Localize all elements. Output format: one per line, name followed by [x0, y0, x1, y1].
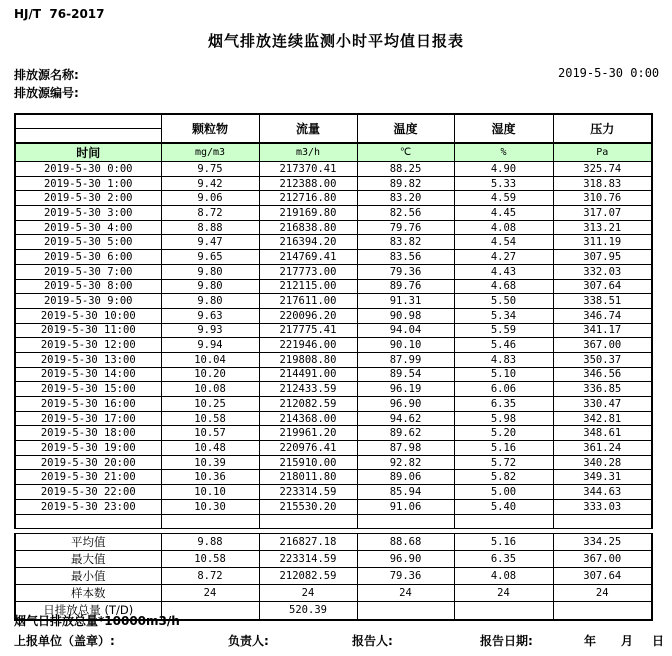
table-row: [15, 338, 652, 353]
value-cell: 341.17: [553, 323, 652, 338]
value-cell: 10.30: [161, 499, 259, 514]
value-cell: 219808.80: [259, 352, 357, 367]
value-cell: 5.10: [454, 367, 553, 382]
value-cell: 10.04: [161, 352, 259, 367]
value-cell: 367.00: [553, 338, 652, 353]
value-cell: 325.74: [553, 162, 652, 177]
value-cell: 5.82: [454, 470, 553, 485]
value-cell: 83.82: [357, 235, 454, 250]
summary-value-cell: 212082.59: [259, 567, 357, 584]
value-cell: 5.59: [454, 323, 553, 338]
value-cell: 215530.20: [259, 499, 357, 514]
value-cell: 212115.00: [259, 279, 357, 294]
value-cell: 350.37: [553, 352, 652, 367]
summary-row: [15, 550, 652, 567]
value-cell: 332.03: [553, 264, 652, 279]
header-row-1: [15, 114, 652, 129]
empty-cell: [259, 514, 357, 528]
value-cell: 311.19: [553, 235, 652, 250]
value-cell: 10.57: [161, 426, 259, 441]
value-cell: 4.45: [454, 206, 553, 221]
value-cell: 214491.00: [259, 367, 357, 382]
unit-row: [15, 143, 652, 162]
empty-cell: [15, 514, 161, 528]
day-label: 日: [652, 634, 665, 648]
value-cell: 342.81: [553, 411, 652, 426]
summary-value-cell: 24: [161, 584, 259, 601]
table-row: [15, 323, 652, 338]
table-row: [15, 397, 652, 412]
value-cell: 88.25: [357, 162, 454, 177]
value-cell: 5.34: [454, 308, 553, 323]
table-row: [15, 411, 652, 426]
value-cell: 6.06: [454, 382, 553, 397]
spacer-row: [15, 514, 652, 528]
value-cell: 346.56: [553, 367, 652, 382]
value-cell: 217370.41: [259, 162, 357, 177]
value-cell: 96.19: [357, 382, 454, 397]
value-cell: 8.88: [161, 220, 259, 235]
value-cell: 5.20: [454, 426, 553, 441]
value-cell: 217773.00: [259, 264, 357, 279]
value-cell: 9.80: [161, 279, 259, 294]
summary-label: 日排放总量 (T/D): [15, 601, 161, 620]
value-cell: 10.48: [161, 441, 259, 456]
value-cell: 221946.00: [259, 338, 357, 353]
value-cell: 346.74: [553, 308, 652, 323]
value-cell: 79.76: [357, 220, 454, 235]
value-cell: 9.94: [161, 338, 259, 353]
time-cell: 2019-5-30 13:00: [15, 352, 161, 367]
corner-cell-top: [15, 114, 161, 129]
column-header-particulate: 颗粒物: [161, 114, 259, 143]
value-cell: 8.72: [161, 206, 259, 221]
empty-cell: [454, 514, 553, 528]
time-cell: 2019-5-30 17:00: [15, 411, 161, 426]
time-cell: 2019-5-30 8:00: [15, 279, 161, 294]
value-cell: 79.36: [357, 264, 454, 279]
value-cell: 4.08: [454, 220, 553, 235]
value-cell: 212388.00: [259, 176, 357, 191]
value-cell: 317.07: [553, 206, 652, 221]
value-cell: 330.47: [553, 397, 652, 412]
column-header-humidity: 湿度: [454, 114, 553, 143]
value-cell: 215910.00: [259, 455, 357, 470]
value-cell: 217611.00: [259, 294, 357, 309]
value-cell: 4.27: [454, 250, 553, 265]
summary-value-cell: 334.25: [553, 533, 652, 550]
unit-flow: m3/h: [259, 143, 357, 162]
summary-label: 最小值: [15, 567, 161, 584]
table-row: [15, 499, 652, 514]
summary-value-cell: 5.16: [454, 533, 553, 550]
time-cell: 2019-5-30 0:00: [15, 162, 161, 177]
summary-value-cell: 79.36: [357, 567, 454, 584]
value-cell: 90.98: [357, 308, 454, 323]
summary-value-cell: 307.64: [553, 567, 652, 584]
time-cell: 2019-5-30 23:00: [15, 499, 161, 514]
value-cell: 5.72: [454, 455, 553, 470]
value-cell: 10.08: [161, 382, 259, 397]
value-cell: 318.83: [553, 176, 652, 191]
time-cell: 2019-5-30 2:00: [15, 191, 161, 206]
table-row: [15, 485, 652, 500]
empty-cell: [553, 514, 652, 528]
time-cell: 2019-5-30 11:00: [15, 323, 161, 338]
summary-value-cell: 24: [357, 584, 454, 601]
value-cell: 313.21: [553, 220, 652, 235]
summary-value-cell: 9.88: [161, 533, 259, 550]
table-row: [15, 294, 652, 309]
summary-value-cell: 4.08: [454, 567, 553, 584]
table-row: [15, 206, 652, 221]
time-header: 时间: [15, 143, 161, 162]
value-cell: 85.94: [357, 485, 454, 500]
summary-row: [15, 584, 652, 601]
table-row: [15, 426, 652, 441]
value-cell: 87.98: [357, 441, 454, 456]
table-row: [15, 250, 652, 265]
year-label: 年: [584, 634, 597, 648]
value-cell: 89.82: [357, 176, 454, 191]
time-cell: 2019-5-30 3:00: [15, 206, 161, 221]
value-cell: 5.00: [454, 485, 553, 500]
value-cell: 219961.20: [259, 426, 357, 441]
value-cell: 4.59: [454, 191, 553, 206]
report-datetime: 2019-5-30 0:00: [558, 66, 660, 80]
main-table: [14, 113, 653, 529]
summary-value-cell: [553, 601, 652, 620]
time-cell: 2019-5-30 9:00: [15, 294, 161, 309]
summary-value-cell: 10.58: [161, 550, 259, 567]
summary-value-cell: 216827.18: [259, 533, 357, 550]
value-cell: 218011.80: [259, 470, 357, 485]
value-cell: 4.54: [454, 235, 553, 250]
value-cell: 96.90: [357, 397, 454, 412]
value-cell: 9.06: [161, 191, 259, 206]
summary-table: [14, 533, 653, 621]
empty-cell: [357, 514, 454, 528]
table-row: [15, 308, 652, 323]
summary-value-cell: [454, 601, 553, 620]
responsible-person-label: 负责人:: [228, 634, 269, 648]
value-cell: 9.75: [161, 162, 259, 177]
summary-row: [15, 567, 652, 584]
standard-number: HJ/T 76-2017: [14, 7, 105, 21]
value-cell: 223314.59: [259, 485, 357, 500]
value-cell: 9.63: [161, 308, 259, 323]
value-cell: 333.03: [553, 499, 652, 514]
time-cell: 2019-5-30 15:00: [15, 382, 161, 397]
month-label: 月: [621, 634, 634, 648]
value-cell: 92.82: [357, 455, 454, 470]
unit-pressure: Pa: [553, 143, 652, 162]
unit-temperature: ℃: [357, 143, 454, 162]
summary-row: [15, 533, 652, 550]
value-cell: 217775.41: [259, 323, 357, 338]
report-unit-label: 上报单位（盖章）:: [14, 634, 115, 648]
value-cell: 9.65: [161, 250, 259, 265]
value-cell: 9.42: [161, 176, 259, 191]
table-row: [15, 382, 652, 397]
value-cell: 10.39: [161, 455, 259, 470]
summary-value-cell: 96.90: [357, 550, 454, 567]
value-cell: 212716.80: [259, 191, 357, 206]
page-title: 烟气排放连续监测小时平均值日报表: [207, 32, 464, 50]
summary-value-cell: 24: [259, 584, 357, 601]
emission-total-note: 烟气日排放总量*10000m3/h: [14, 614, 180, 628]
value-cell: 89.76: [357, 279, 454, 294]
summary-value-cell: 223314.59: [259, 550, 357, 567]
value-cell: 4.43: [454, 264, 553, 279]
value-cell: 220096.20: [259, 308, 357, 323]
value-cell: 348.61: [553, 426, 652, 441]
value-cell: 307.64: [553, 279, 652, 294]
value-cell: 10.36: [161, 470, 259, 485]
value-cell: 216394.20: [259, 235, 357, 250]
summary-value-cell: 520.39: [259, 601, 357, 620]
source-name-label: 排放源名称:: [14, 68, 79, 82]
time-cell: 2019-5-30 12:00: [15, 338, 161, 353]
value-cell: 10.58: [161, 411, 259, 426]
value-cell: 9.80: [161, 294, 259, 309]
value-cell: 214769.41: [259, 250, 357, 265]
value-cell: 87.99: [357, 352, 454, 367]
reporter-label: 报告人:: [352, 634, 393, 648]
column-header-flow: 流量: [259, 114, 357, 143]
value-cell: 5.98: [454, 411, 553, 426]
table-row: [15, 176, 652, 191]
value-cell: 340.28: [553, 455, 652, 470]
table-row: [15, 264, 652, 279]
summary-value-cell: 367.00: [553, 550, 652, 567]
value-cell: 83.56: [357, 250, 454, 265]
value-cell: 9.47: [161, 235, 259, 250]
table-row: [15, 352, 652, 367]
value-cell: 5.33: [454, 176, 553, 191]
table-row: [15, 279, 652, 294]
value-cell: 91.31: [357, 294, 454, 309]
time-cell: 2019-5-30 10:00: [15, 308, 161, 323]
value-cell: 5.40: [454, 499, 553, 514]
time-cell: 2019-5-30 21:00: [15, 470, 161, 485]
summary-value-cell: 24: [553, 584, 652, 601]
value-cell: 216838.80: [259, 220, 357, 235]
time-cell: 2019-5-30 22:00: [15, 485, 161, 500]
column-header-temperature: 温度: [357, 114, 454, 143]
value-cell: 214368.00: [259, 411, 357, 426]
value-cell: 9.80: [161, 264, 259, 279]
unit-particulate: mg/m3: [161, 143, 259, 162]
value-cell: 338.51: [553, 294, 652, 309]
value-cell: 83.20: [357, 191, 454, 206]
value-cell: 10.25: [161, 397, 259, 412]
value-cell: 307.95: [553, 250, 652, 265]
empty-cell: [161, 514, 259, 528]
value-cell: 9.93: [161, 323, 259, 338]
value-cell: 91.06: [357, 499, 454, 514]
time-cell: 2019-5-30 14:00: [15, 367, 161, 382]
summary-label: 最大值: [15, 550, 161, 567]
time-cell: 2019-5-30 5:00: [15, 235, 161, 250]
value-cell: 5.16: [454, 441, 553, 456]
value-cell: 82.56: [357, 206, 454, 221]
summary-value-cell: 8.72: [161, 567, 259, 584]
value-cell: 89.06: [357, 470, 454, 485]
value-cell: 5.46: [454, 338, 553, 353]
value-cell: 212082.59: [259, 397, 357, 412]
value-cell: 212433.59: [259, 382, 357, 397]
corner-cell-bottom: [15, 129, 161, 144]
value-cell: 6.35: [454, 397, 553, 412]
time-cell: 2019-5-30 7:00: [15, 264, 161, 279]
value-cell: 336.85: [553, 382, 652, 397]
value-cell: 219169.80: [259, 206, 357, 221]
value-cell: 94.62: [357, 411, 454, 426]
value-cell: 4.83: [454, 352, 553, 367]
data-rows-body: [15, 162, 652, 515]
report-date-label: 报告日期:: [480, 634, 533, 648]
time-cell: 2019-5-30 18:00: [15, 426, 161, 441]
time-cell: 2019-5-30 4:00: [15, 220, 161, 235]
table-row: [15, 367, 652, 382]
summary-value-cell: 88.68: [357, 533, 454, 550]
table-row: [15, 235, 652, 250]
table-row: [15, 455, 652, 470]
summary-label: 平均值: [15, 533, 161, 550]
summary-label: 样本数: [15, 584, 161, 601]
summary-value-cell: 6.35: [454, 550, 553, 567]
value-cell: 4.90: [454, 162, 553, 177]
value-cell: 89.62: [357, 426, 454, 441]
value-cell: 10.20: [161, 367, 259, 382]
table-row: [15, 220, 652, 235]
value-cell: 344.63: [553, 485, 652, 500]
value-cell: 220976.41: [259, 441, 357, 456]
value-cell: 94.04: [357, 323, 454, 338]
table-row: [15, 441, 652, 456]
table-row: [15, 162, 652, 177]
value-cell: 10.10: [161, 485, 259, 500]
table-row: [15, 191, 652, 206]
value-cell: 310.76: [553, 191, 652, 206]
summary-value-cell: 24: [454, 584, 553, 601]
table-row: [15, 470, 652, 485]
source-code-label: 排放源编号:: [14, 86, 79, 100]
report-table-area: [14, 113, 658, 621]
value-cell: 90.10: [357, 338, 454, 353]
value-cell: 5.50: [454, 294, 553, 309]
value-cell: 4.68: [454, 279, 553, 294]
summary-rows-body: [15, 533, 652, 620]
unit-humidity: %: [454, 143, 553, 162]
time-cell: 2019-5-30 1:00: [15, 176, 161, 191]
column-header-pressure: 压力: [553, 114, 652, 143]
time-cell: 2019-5-30 19:00: [15, 441, 161, 456]
value-cell: 361.24: [553, 441, 652, 456]
time-cell: 2019-5-30 6:00: [15, 250, 161, 265]
time-cell: 2019-5-30 16:00: [15, 397, 161, 412]
summary-value-cell: [357, 601, 454, 620]
value-cell: 89.54: [357, 367, 454, 382]
time-cell: 2019-5-30 20:00: [15, 455, 161, 470]
value-cell: 349.31: [553, 470, 652, 485]
